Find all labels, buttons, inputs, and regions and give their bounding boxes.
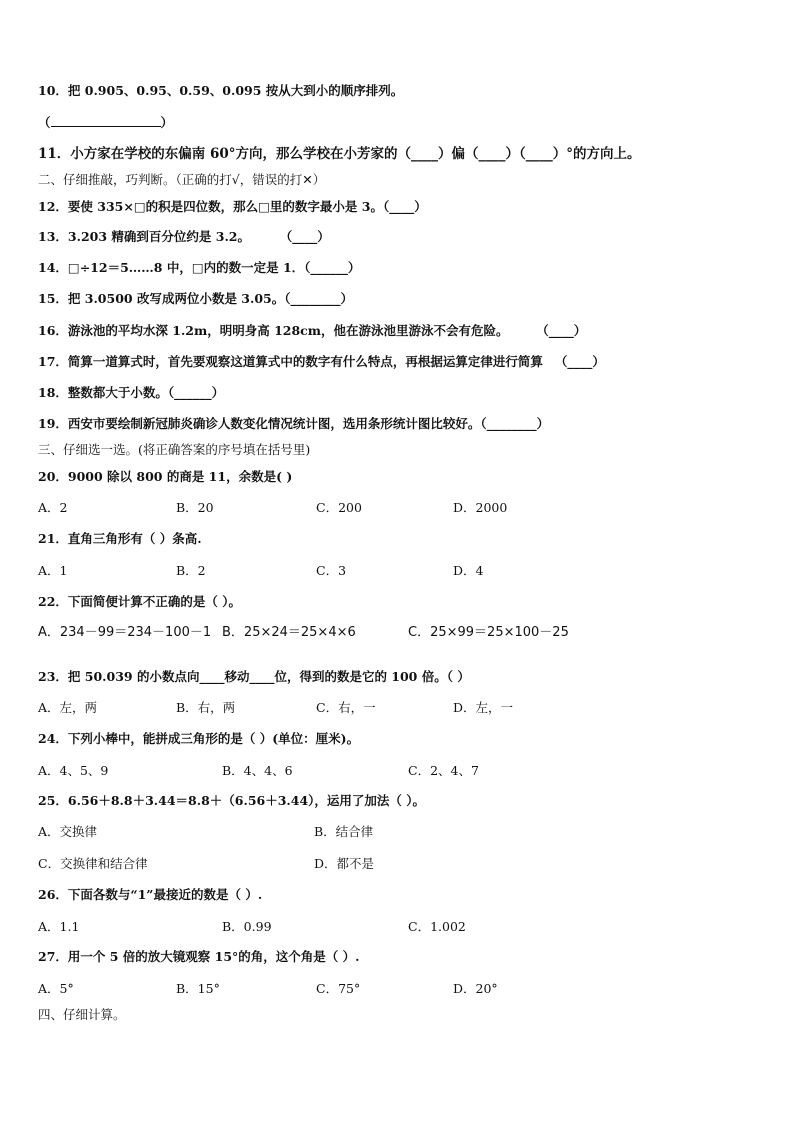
question-16-blank: （____） xyxy=(542,323,587,338)
question-25: 25．6.56＋8.8＋3.44＝8.8＋（6.56＋3.44），运用了加法（ ）。 xyxy=(38,793,426,808)
option-a[interactable]: A．左，两 xyxy=(38,700,98,715)
question-19: 19．西安市要绘制新冠肺炎确诊人数变化情况统计图，选用条形统计图比较好。（________） xyxy=(38,416,550,431)
question-21: 21．直角三角形有（ ）条高. xyxy=(38,531,202,546)
question-17 xyxy=(38,353,605,371)
option-b[interactable]: B．20 xyxy=(176,500,214,515)
question-10: 10．把 0.905、0.95、0.59、0.095 按从大到小的顺序排列。 xyxy=(38,83,404,98)
options-24 xyxy=(0,762,794,780)
options-26 xyxy=(0,918,794,936)
options-22 xyxy=(0,624,794,642)
option-d[interactable]: D．都不是 xyxy=(314,856,375,871)
option-a[interactable]: A．234－99＝234－100－1 xyxy=(38,625,212,640)
question-20: 20．9000 除以 800 的商是 11，余数是( ) xyxy=(38,469,293,484)
option-a[interactable]: A．1 xyxy=(38,563,68,578)
option-a[interactable]: A．1.1 xyxy=(38,919,80,934)
question-24: 24．下列小棒中，能拼成三角形的是（ ）(单位：厘米)。 xyxy=(38,731,360,746)
question-11: 11．小方家在学校的东偏南 60°方向，那么学校在小芳家的（____）偏（____）（____）°的方向上。 xyxy=(38,146,641,162)
option-c[interactable]: C．2、4、7 xyxy=(408,763,479,778)
answer-blank-10[interactable] xyxy=(51,114,161,127)
option-b[interactable]: B．结合律 xyxy=(314,824,374,839)
option-c[interactable]: C．200 xyxy=(316,500,362,515)
option-c[interactable]: C．交换律和结合律 xyxy=(38,856,148,871)
option-b[interactable]: B．15° xyxy=(176,981,220,996)
options-25-row1 xyxy=(0,823,794,841)
option-c[interactable]: C．1.002 xyxy=(408,919,466,934)
section-3-title: 三、仔细选一选。(将正确答案的序号填在括号里) xyxy=(38,442,311,457)
options-20 xyxy=(0,499,794,517)
option-a[interactable]: A．5° xyxy=(38,981,74,996)
options-27 xyxy=(0,980,794,998)
option-a[interactable]: A．交换律 xyxy=(38,824,98,839)
answer-close-paren: ） xyxy=(160,115,174,130)
options-25-row2 xyxy=(0,855,794,873)
options-23 xyxy=(0,699,794,717)
answer-line-10 xyxy=(38,114,173,132)
option-b[interactable]: B．0.99 xyxy=(222,919,272,934)
question-16-text: 16．游泳池的平均水深 1.2m，明明身高 128cm，他在游泳池里游泳不会有危险。 xyxy=(38,323,509,338)
option-a[interactable]: A．4、5、9 xyxy=(38,763,109,778)
question-18: 18．整数都大于小数。（______） xyxy=(38,385,225,400)
section-4-title: 四、仔细计算。 xyxy=(38,1007,126,1022)
question-23: 23．把 50.039 的小数点向____移动____位，得到的数是它的 100 倍。（ ） xyxy=(38,669,470,684)
option-b[interactable]: B．4、4、6 xyxy=(222,763,293,778)
question-15: 15．把 3.0500 改写成两位小数是 3.05。（________） xyxy=(38,291,353,306)
question-17-blank: （____） xyxy=(554,354,605,369)
question-27: 27．用一个 5 倍的放大镜观察 15°的角，这个角是（ ）. xyxy=(38,949,360,964)
option-b[interactable]: B．2 xyxy=(176,563,206,578)
question-16 xyxy=(38,322,586,340)
question-13-text: 13．3.203 精确到百分位约是 3.2。 xyxy=(38,229,250,244)
question-22: 22．下面简便计算不正确的是（ ）。 xyxy=(38,594,241,609)
answer-open-paren: （ xyxy=(38,115,51,130)
question-14: 14．□÷12＝5……8 中，□内的数一定是 1．（______） xyxy=(38,260,361,275)
option-c[interactable]: C．25×99＝25×100－25 xyxy=(408,625,569,640)
option-d[interactable]: D．2000 xyxy=(453,500,508,515)
option-b[interactable]: B．右，两 xyxy=(176,700,236,715)
options-21 xyxy=(0,562,794,580)
question-26: 26．下面各数与“1”最接近的数是（ ）. xyxy=(38,887,263,902)
option-b[interactable]: B．25×24＝25×4×6 xyxy=(222,625,356,640)
option-c[interactable]: C．3 xyxy=(316,563,347,578)
option-c[interactable]: C．右，一 xyxy=(316,700,376,715)
option-d[interactable]: D．4 xyxy=(453,563,484,578)
option-d[interactable]: D．20° xyxy=(453,981,498,996)
option-c[interactable]: C．75° xyxy=(316,981,361,996)
option-a[interactable]: A．2 xyxy=(38,500,68,515)
question-12: 12．要使 335×□的积是四位数，那么□里的数字最小是 3。（____） xyxy=(38,199,427,214)
question-17-text: 17．简算一道算式时，首先要观察这道算式中的数字有什么特点，再根据运算定律进行简算 xyxy=(38,354,543,369)
question-13 xyxy=(38,228,330,246)
question-13-blank: （____） xyxy=(286,229,330,244)
option-d[interactable]: D．左，一 xyxy=(453,700,514,715)
section-2-title: 二、仔细推敲，巧判断。（正确的打√，错误的打✕） xyxy=(38,172,326,187)
